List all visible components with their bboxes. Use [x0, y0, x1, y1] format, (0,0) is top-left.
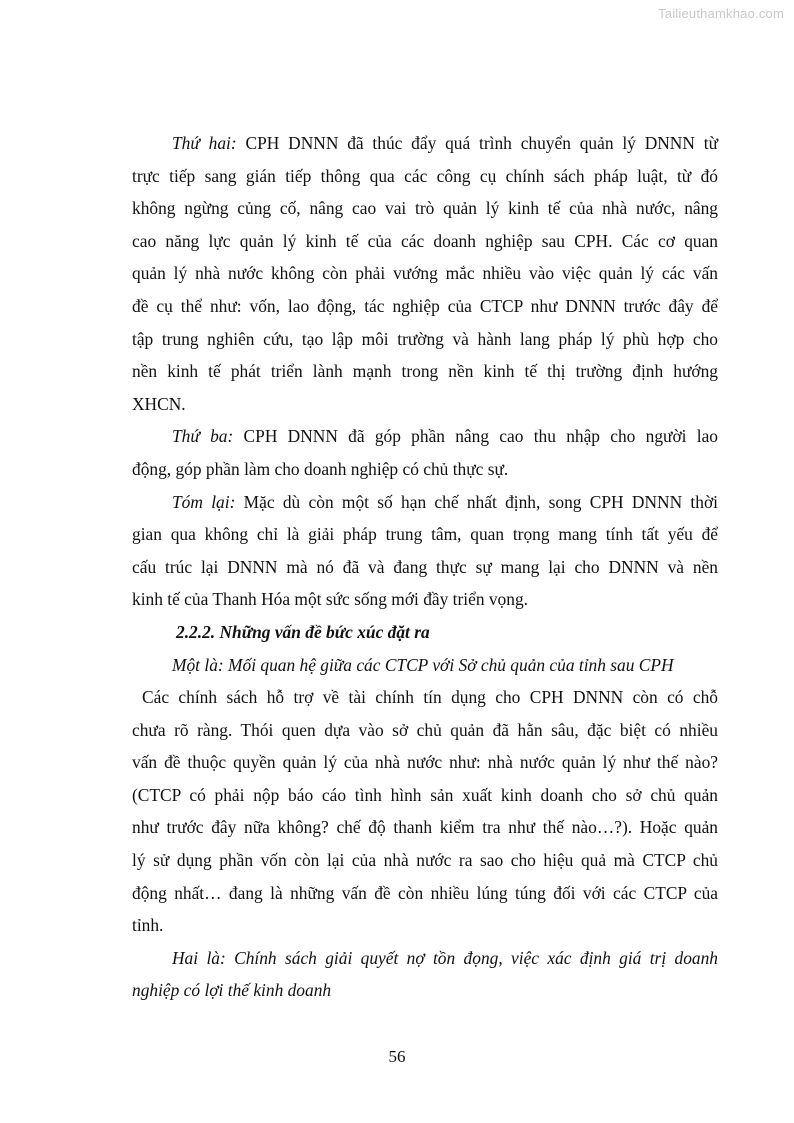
section-heading: 2.2.2. Những vấn đề bức xúc đặt ra	[176, 621, 430, 642]
text-line: XHCN.	[132, 393, 186, 414]
text-line: Các chính sách hỗ trợ về tài chính tín dụng cho CPH DNNN còn có chỗ	[142, 687, 718, 708]
text-line: Tóm lại: Mặc dù còn một số hạn chế nhất định, song CPH DNNN thời	[172, 491, 718, 512]
text-line: trực tiếp sang gián tiếp thông qua các công cụ chính sách pháp luật, từ đó	[132, 165, 718, 186]
paragraph-chinh-sach	[132, 681, 718, 942]
page-number: 56	[388, 1047, 406, 1066]
watermark: Tailieuthamkhao.com	[658, 6, 784, 21]
paragraph-thu-hai	[132, 127, 718, 420]
text-line: tỉnh.	[132, 915, 164, 936]
text-line: Thứ ba: CPH DNNN đã góp phần nâng cao thu nhập cho người lao	[172, 426, 718, 447]
text-line: cao năng lực quản lý kinh tế của các doanh nghiệp sau CPH. Các cơ quan	[132, 230, 718, 251]
text-line: động, góp phần làm cho doanh nghiệp có chủ thực sự.	[132, 458, 509, 479]
text-line: không ngừng củng cố, nâng cao vai trò quản lý kinh tế của nhà nước, nâng	[132, 198, 718, 219]
text-line: vấn đề thuộc quyền quản lý của nhà nước như: nhà nước quản lý như thế nào?	[132, 752, 718, 773]
text-line: động nhất… đang là những vấn đề còn nhiều lúng túng đối với các CTCP của	[132, 882, 718, 903]
text-line: quản lý nhà nước không còn phải vướng mắc nhiều vào việc quản lý các vấn	[132, 263, 718, 284]
text-line: tập trung nghiên cứu, tạo lập môi trường và hành lang pháp lý phù hợp cho	[132, 328, 718, 349]
text-line: kinh tế của Thanh Hóa một sức sống mới đầy triển vọng.	[132, 589, 528, 610]
paragraph-thu-ba	[132, 420, 718, 485]
text-line: Hai là: Chính sách giải quyết nợ tồn đọng, việc xác định giá trị doanh	[172, 947, 718, 968]
text-line: cấu trúc lại DNNN mà nó đã và đang thực sự mang lại cho DNNN và nền	[132, 556, 718, 577]
text-line: nền kinh tế phát triển lành mạnh trong nền kinh tế thị trường định hướng	[132, 361, 718, 382]
paragraph-tom-lai	[132, 486, 718, 616]
text-line: như trước đây nữa không? chế độ thanh kiểm tra như thế nào…?). Hoặc quản	[132, 817, 718, 838]
document-body	[132, 127, 718, 1007]
paragraph-lead: Thứ ba:	[172, 426, 234, 447]
paragraph-lead: Tóm lại:	[172, 491, 236, 512]
text-line: đề cụ thể như: vốn, lao động, tác nghiệp của CTCP như DNNN trước đây để	[132, 295, 718, 316]
text-line: nghiệp có lợi thế kinh doanh	[132, 980, 332, 1001]
subheading-mot-la: Một là: Mối quan hệ giữa các CTCP với Sở chủ quản của tỉnh sau CPH	[172, 654, 674, 675]
paragraph-lead: Thứ hai:	[172, 133, 237, 153]
subheading-hai-la	[132, 942, 718, 1007]
text-line: lý sử dụng phần vốn còn lại của nhà nước ra sao cho hiệu quả mà CTCP chủ	[132, 850, 718, 871]
text-line: gian qua không chỉ là giải pháp trung tâm, quan trọng mang tính tất yếu để	[132, 524, 718, 545]
text-line: Thứ hai: CPH DNNN đã thúc đẩy quá trình chuyển quản lý DNNN từ	[172, 133, 718, 153]
text-line: chưa rõ ràng. Thói quen dựa vào sở chủ quản đã hằn sâu, đặc biệt có nhiều	[132, 719, 718, 740]
text-line: (CTCP có phải nộp báo cáo tình hình sản xuất kinh doanh cho sở chủ quản	[132, 784, 718, 805]
